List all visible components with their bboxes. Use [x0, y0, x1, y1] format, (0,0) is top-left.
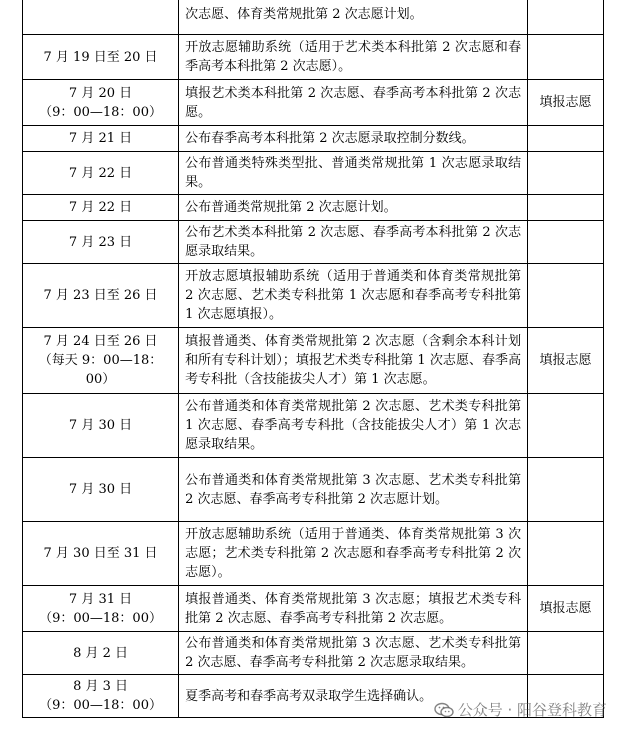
content-cell: 公布普通类和体育类常规批第 3 次志愿、艺术类专科批第 2 次志愿、春季高考专科批第 2 次志愿录取结果。 [179, 632, 528, 675]
date-cell [23, 35, 179, 80]
date-line: 7 月 31 日 [68, 591, 133, 607]
date-line: 8 月 2 日 [73, 645, 129, 661]
date-cell [23, 675, 179, 718]
date-line: 7 月 20 日 [68, 85, 133, 101]
table-row [23, 458, 604, 522]
date-line: （9：00—18：00） [39, 698, 162, 713]
note-cell [528, 264, 604, 328]
date-cell [23, 152, 179, 195]
date-line: （9：00—18：00） [39, 610, 162, 626]
date-cell [23, 522, 179, 586]
schedule-table [22, 0, 604, 718]
date-line: 7 月 30 日至 31 日 [43, 546, 158, 561]
note-cell [528, 0, 604, 35]
date-line: 7 月 24 日至 26 日 [43, 334, 158, 349]
content-cell: 公布普通类常规批第 2 次志愿计划。 [179, 195, 528, 221]
date-line: （9：00—18：00） [39, 104, 162, 120]
date-cell [23, 586, 179, 632]
content-cell: 开放志愿填报辅助系统（适用于普通类和体育类常规批第 2 次志愿、艺术类专科批第 1 次志愿和春季高考专科批第 1 次志愿填报）。 [179, 264, 528, 328]
content-cell: 公布普通类特殊类型批、普通类常规批第 1 次志愿录取结果。 [179, 152, 528, 195]
table-row [23, 0, 604, 35]
table-row [23, 195, 604, 221]
content-cell: 公布普通类和体育类常规批第 3 次志愿、艺术类专科批第 2 次志愿、春季高考专科批第 2 次志愿计划。 [179, 458, 528, 522]
note-cell [528, 152, 604, 195]
note-cell [528, 394, 604, 458]
table-row [23, 522, 604, 586]
wechat-icon [434, 702, 454, 718]
date-line: （每天 9：00—18：00） [38, 353, 163, 387]
note-cell [528, 126, 604, 152]
content-cell: 公布普通类和体育类常规批第 2 次志愿、艺术类专科批第 1 次志愿、春季高考专科批（含技能拔尖人才）第 1 次志愿录取结果。 [179, 394, 528, 458]
content-cell: 填报艺术类本科批第 2 次志愿、春季高考本科批第 2 次志愿。 [179, 80, 528, 126]
date-cell [23, 264, 179, 328]
table-row [23, 328, 604, 394]
date-line: 7 月 21 日 [68, 131, 133, 146]
date-cell [23, 394, 179, 458]
date-line: 7 月 19 日至 20 日 [43, 49, 158, 65]
content-cell: 公布艺术类本科批第 2 次志愿、春季高考本科批第 2 次志愿录取结果。 [179, 221, 528, 264]
note-cell [528, 632, 604, 675]
content-cell: 填报普通类、体育类常规批第 2 次志愿（含剩余本科计划和所有专科计划）；填报艺术类专科批第 1 次志愿、春季高考专科批（含技能拔尖人才）第 1 次志愿。 [179, 328, 528, 394]
content-cell: 公布春季高考本科批第 2 次志愿录取控制分数线。 [179, 126, 528, 152]
date-line: 8 月 3 日 [73, 679, 129, 694]
date-cell [23, 328, 179, 394]
note-cell [528, 458, 604, 522]
date-cell [23, 221, 179, 264]
date-cell [23, 632, 179, 675]
content-cell: 填报普通类、体育类常规批第 3 次志愿；填报艺术类专科批第 2 次志愿、春季高考专科批第 2 次志愿。 [179, 586, 528, 632]
table-row [23, 35, 604, 80]
note-cell [528, 522, 604, 586]
table-row [23, 221, 604, 264]
date-line: 7 月 22 日 [68, 165, 133, 181]
date-line: 7 月 30 日 [68, 418, 133, 433]
watermark [434, 699, 607, 720]
date-cell [23, 195, 179, 221]
content-cell: 开放志愿辅助系统（适用于普通类、体育类常规批第 3 次志愿；艺术类专科批第 2 次志愿和春季高考专科批第 2 次志愿）。 [179, 522, 528, 586]
date-line: 7 月 22 日 [68, 200, 133, 215]
date-cell [23, 458, 179, 522]
note-cell [528, 195, 604, 221]
content-cell: 次志愿、体育类常规批第 2 次志愿计划。 [179, 0, 528, 35]
date-cell [23, 126, 179, 152]
table-row [23, 264, 604, 328]
table-row [23, 80, 604, 126]
note-cell: 填报志愿 [528, 586, 604, 632]
table-row [23, 394, 604, 458]
table-row [23, 126, 604, 152]
date-line: 7 月 30 日 [68, 482, 133, 497]
table-row [23, 632, 604, 675]
watermark-text: 公众号 · 阳谷登科教育 [457, 701, 607, 719]
date-cell [23, 80, 179, 126]
date-line: 7 月 23 日至 26 日 [43, 288, 158, 303]
date-line: 7 月 23 日 [68, 234, 133, 250]
content-cell: 夏季高考和春季高考双录取学生选择确认。 [179, 675, 528, 718]
note-cell: 填报志愿 [528, 80, 604, 126]
content-cell: 开放志愿辅助系统（适用于艺术类本科批第 2 次志愿和春季高考本科批第 2 次志愿）。 [179, 35, 528, 80]
note-cell [528, 221, 604, 264]
note-cell [528, 35, 604, 80]
table-row [23, 586, 604, 632]
note-cell: 填报志愿 [528, 328, 604, 394]
date-cell [23, 0, 179, 35]
table-row [23, 152, 604, 195]
schedule-body [23, 0, 604, 718]
